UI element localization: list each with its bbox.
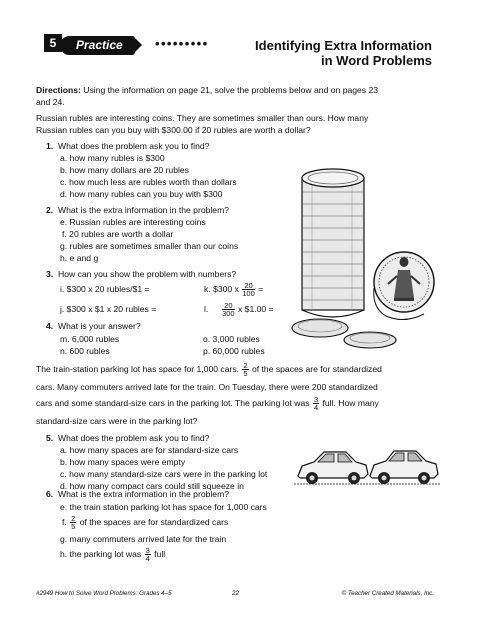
fraction-numerator: 3: [145, 545, 150, 555]
q3-question: How can you show the problem with numbers?: [58, 269, 237, 279]
q5-option: b. how many spaces were empty: [60, 457, 186, 467]
problem2-text: cars and some standard-size cars in the parking lot. The parking lot was: [36, 398, 310, 408]
q1-option: b. how many dollars are 20 rubles: [60, 165, 189, 175]
q3-option-k-prefix: k. $300 x: [204, 284, 239, 294]
q3-option-k: [204, 279, 263, 299]
directions-line2: and 24.: [36, 97, 65, 107]
fraction-numerator: 20: [222, 302, 235, 311]
problem1-line1: Russian rubles are interesting coins. They are sometimes smaller than ours. How many: [36, 113, 369, 123]
fraction-numerator: 2: [243, 360, 248, 370]
footer-page-number: 22: [232, 590, 239, 597]
q3-option-k-fraction: [242, 282, 255, 298]
page-title: Identifying Extra Information: [255, 38, 432, 53]
q6-option-f: [62, 512, 228, 532]
q2-option: e. Russian rubles are interesting coins: [60, 217, 206, 227]
q3-option-j: j. $300 x $1 x 20 rubles =: [60, 304, 157, 314]
directions-text: Using the information on page 21, solve the problems below and on pages 23: [83, 85, 379, 95]
q6-option-h-prefix: h. the parking lot was: [60, 549, 142, 559]
fraction-denominator: 100: [242, 289, 255, 299]
problem2-fraction: [313, 396, 319, 412]
problem2-text: of the spaces are for standardized: [251, 364, 382, 374]
q1-number: 1.: [46, 141, 54, 151]
fraction-numerator: 20: [242, 282, 255, 291]
footer-book-title: #2949 How to Solve Word Problems: Grades 4–5: [36, 590, 172, 597]
q2-option: h. e and g: [60, 253, 99, 263]
cars-illustration: [292, 440, 442, 488]
q6-option-h-suffix: full: [154, 549, 166, 559]
practice-badge: Practice: [60, 36, 135, 55]
fraction-numerator: 3: [313, 394, 319, 404]
fraction-denominator: 4: [145, 554, 150, 564]
fraction-denominator: 300: [222, 309, 235, 319]
q6-option-h: [60, 544, 165, 564]
q6-option-e: e. the train station parking lot has space for 1,000 cars: [60, 502, 267, 512]
q2-question: What is the extra information in the problem?: [58, 205, 230, 215]
q5-option: d. how many compact cars could still squeeze in: [60, 481, 244, 491]
q4-number: 4.: [46, 321, 54, 331]
q4-question: What is your answer?: [58, 321, 141, 331]
q4-option-m: m. 6,000 rubles: [60, 334, 120, 344]
q6-option-h-fraction: [145, 547, 151, 563]
q3-option-k-suffix: =: [258, 284, 264, 294]
q2-option: f. 20 rubles are worth a dollar: [62, 229, 174, 239]
q5-number: 5.: [46, 433, 54, 443]
fraction-denominator: 5: [243, 369, 248, 379]
q3-option-l-suffix: x $1.00 =: [237, 304, 274, 314]
footer-copyright: © Teacher Created Materials, Inc.: [341, 590, 434, 597]
q3-option-l-fraction: [222, 302, 235, 318]
q3-option-l: [204, 299, 274, 319]
directions-label: Directions:: [36, 85, 81, 95]
q5-option: c. how many standard-size cars were in the parking lot: [60, 469, 268, 479]
q6-question: What is the extra information in the problem?: [58, 489, 230, 499]
lesson-number-badge: 5: [44, 34, 62, 52]
title-dots: •••••••••: [155, 36, 209, 51]
problem2-line3: [36, 393, 379, 413]
q3-number: 3.: [46, 269, 54, 279]
q3-option-i: i. $300 x 20 rubles/$1 =: [60, 284, 150, 294]
q6-option-f-suffix: of the spaces are for standardized cars: [79, 517, 229, 527]
q1-question: What does the problem ask you to find?: [58, 141, 210, 151]
q2-option: g. rubles are sometimes smaller than our coins: [60, 241, 239, 251]
q5-option: a. how many spaces are for standard-size cars: [60, 445, 239, 455]
q6-option-f-prefix: f.: [62, 517, 67, 527]
q6-option-f-fraction: [70, 515, 76, 531]
q1-option: c. how much less are rubles worth than dollars: [60, 177, 237, 187]
directions-line1: [36, 84, 378, 96]
problem2-line4: standard-size cars were in the parking lot?: [36, 416, 198, 426]
q1-option: a. how many rubles is $300: [60, 153, 165, 163]
problem1-line2: Russian rubles can you buy with $300.00 if 20 rubles are worth a dollar?: [36, 125, 311, 135]
coin-stack-illustration: [290, 158, 440, 354]
problem2-line2: cars. Many commuters arrived late for the train. On Tuesday, there were 200 standardized: [36, 382, 378, 392]
fraction-numerator: 2: [71, 513, 76, 523]
q6-option-g: g. many commuters arrived late for the train: [60, 534, 227, 544]
problem2-line1: [36, 359, 382, 379]
q4-option-p: p. 60,000 rubles: [203, 346, 265, 356]
q3-option-l-prefix: l.: [204, 304, 209, 314]
q2-number: 2.: [46, 205, 54, 215]
problem2-text: The train-station parking lot has space for 1,000 cars.: [36, 364, 240, 374]
q5-question: What does the problem ask you to find?: [58, 433, 210, 443]
q6-number: 6.: [46, 489, 54, 499]
problem2-text: full. How many: [322, 398, 379, 408]
fraction-denominator: 5: [71, 522, 76, 532]
fraction-denominator: 4: [313, 403, 319, 413]
page-subtitle: in Word Problems: [321, 53, 432, 68]
q4-option-n: n. 600 rubles: [60, 346, 110, 356]
problem2-fraction: [242, 362, 248, 378]
q4-option-o: o. 3,000 rubles: [203, 334, 260, 344]
q1-option: d. how many rubles can you buy with $300: [60, 189, 223, 199]
